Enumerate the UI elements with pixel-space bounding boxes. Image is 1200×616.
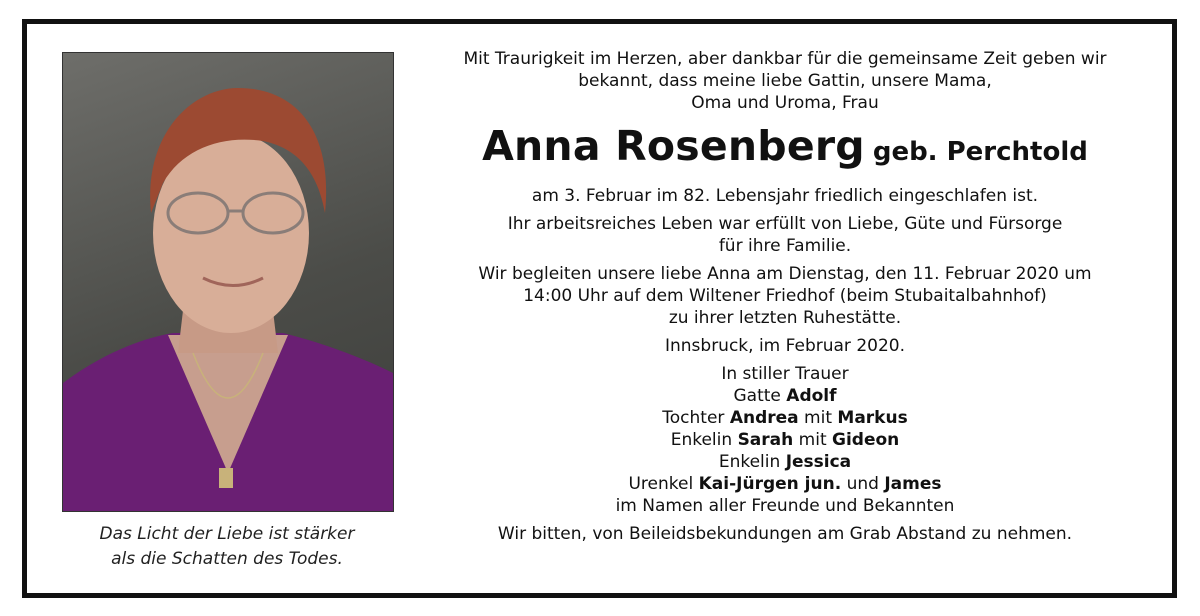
- request-paragraph: [420, 523, 1150, 545]
- caption-line: als die Schatten des Todes.: [111, 549, 343, 569]
- mourner-granddaughter: [420, 429, 1150, 451]
- life-line: für ihre Familie.: [718, 236, 852, 256]
- intro-line: Mit Traurigkeit im Herzen, aber dankbar für die gemeinsame Zeit geben wir: [463, 49, 1107, 69]
- photo-caption: [62, 522, 392, 572]
- connector: mit: [804, 408, 832, 428]
- mourner-name: Gideon: [832, 430, 900, 450]
- caption-line: Das Licht der Liebe ist stärker: [99, 524, 355, 544]
- mourner-daughter: [420, 407, 1150, 429]
- life-paragraph: [420, 213, 1150, 257]
- intro-line: bekannt, dass meine liebe Gattin, unsere Mama,: [578, 71, 992, 91]
- mourner-role: Gatte: [733, 386, 781, 406]
- mourner-greatgrandchildren: [420, 473, 1150, 495]
- passed-line: am 3. Februar im 82. Lebensjahr friedlich eingeschlafen ist.: [531, 186, 1039, 206]
- mourner-role: Urenkel: [628, 474, 694, 494]
- mourner-name: Andrea: [729, 408, 799, 428]
- mourner-role: Enkelin: [670, 430, 733, 450]
- connector: und: [846, 474, 879, 494]
- deceased-name-row: [420, 120, 1150, 181]
- funeral-line: Wir begleiten unsere liebe Anna am Dienstag, den 11. Februar 2020 um: [478, 264, 1092, 284]
- mourner-name: Jessica: [785, 452, 852, 472]
- funeral-line: zu ihrer letzten Ruhestätte.: [668, 308, 902, 328]
- place-date: [420, 335, 1150, 357]
- mourner-name: Kai-Jürgen jun.: [698, 474, 842, 494]
- mourners-heading: In stiller Trauer: [721, 364, 849, 384]
- mourners-list: [420, 363, 1150, 517]
- intro-line: Oma und Uroma, Frau: [691, 93, 879, 113]
- obituary-text: [420, 48, 1150, 545]
- mourner-name: Markus: [837, 408, 908, 428]
- mourner-name: Adolf: [786, 386, 837, 406]
- request-text: Wir bitten, von Beileidsbekundungen am Grab Abstand zu nehmen.: [497, 524, 1073, 544]
- mourner-name: Sarah: [737, 430, 794, 450]
- deceased-name: Anna Rosenberg: [482, 122, 865, 170]
- mourner-husband: [420, 385, 1150, 407]
- mourner-name: James: [884, 474, 942, 494]
- funeral-paragraph: [420, 263, 1150, 329]
- funeral-line: 14:00 Uhr auf dem Wiltener Friedhof (beim Stubaitalbahnhof): [523, 286, 1047, 306]
- portrait-photo: [62, 52, 394, 512]
- mourner-role: Tochter: [662, 408, 725, 428]
- mourner-friends: im Namen aller Freunde und Bekannten: [615, 496, 955, 516]
- deceased-birth-name: geb. Perchtold: [872, 137, 1088, 167]
- place-date-text: Innsbruck, im Februar 2020.: [664, 336, 905, 356]
- life-line: Ihr arbeitsreiches Leben war erfüllt von Liebe, Güte und Fürsorge: [507, 214, 1063, 234]
- connector: mit: [798, 430, 827, 450]
- mourner-role: Enkelin: [718, 452, 781, 472]
- mourner-granddaughter: [420, 451, 1150, 473]
